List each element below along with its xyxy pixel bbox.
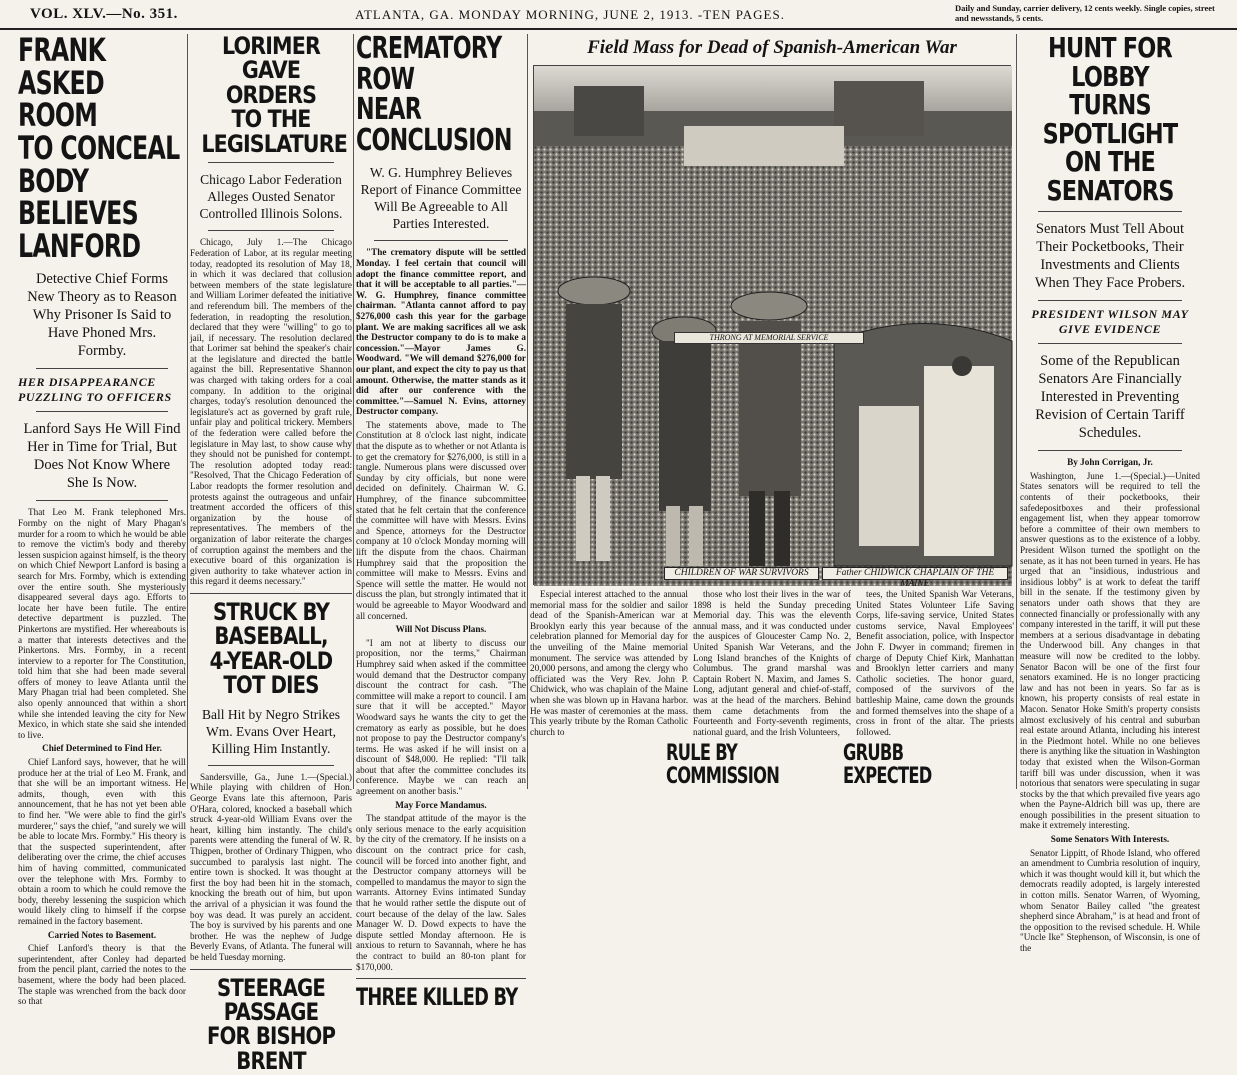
article-body: Senator Lippitt, of Rhode Island, who offered an amendment to Cumbria resolution of inquiry, which it was thought would kill it, but which the democrats readily adopted, is largely interested in cotton mills. Senator Warren, of Wyoming, whom Senator Bailey called "the greatest shepherd since Abraham," is at head and front of the opposition to the revised schedule. H. While "Uncle Ike" Stephenson, of Wisconsin, is one of the [1020,847,1200,953]
divider [208,765,334,766]
article-body: tees, the United Spanish War Veterans, United States Volunteer Life Saving Corps, life-saving service, United States customs service, Naval Employees' Benefit association, police, with Inspector John F. Dwyer in command; firemen in charge of Deputy Chief Kirk, Manhattan and Brooklyn letter carriers and many Catholic societies. The honor guard, composed of the survivors of the battleship Maine, came down the grounds and formed themselves into the shape of a cross in front of the altar. The priests followed. [856,589,1014,737]
divider [1038,300,1182,301]
headline-crematory: CREMATORY ROW NEAR CONCLUSION [356,31,512,158]
divider [36,500,168,501]
divider [1038,343,1182,344]
subhead-disappearance: HER DISAPPEARANCE PUZZLING TO OFFICERS [18,375,172,405]
article-body: Chief Lanford's theory is that the superintendent, after Conley had departed from the pencil plant, carried the notes to the basement, where the body had been placed. The staple was wrenched from the back door so that [18,943,186,1007]
article-quotes: "The crematory dispute will be settled Monday. I feel certain that council will adopt the finance committee report, and that it will be acceptable to all parties."—W. G. Humphrey, finance committee chairman. "Atlanta cannot afford to pay $276,000 cash this year for the garbage plant. We are making sacrifices all we ask the Destructor company to do is to make a concession."—Mayor James G. Woodward. "We will demand $276,000 for our plant, and expect the city to pay us that amount. Otherwise, the matter stands as it did after our conference with the committee."—Samuel N. Evins, attorney Destructor company. [356,247,526,417]
headline-steerage: STEERAGE PASSAGE FOR BISHOP BRENT [206,973,336,1075]
photo-feature [530,34,1014,789]
article-crematory [356,31,526,1012]
subhead-plans: Will Not Discuss Plans. [395,624,487,635]
headline-grubb: GRUBB EXPECTED [843,741,932,789]
article-body: Washington, June 1.—(Special.)—United States senators will be required to tell the contents of their pocketbooks, their safedepositboxes and their professional engagement list, when they appear tomorrow before a committee of their own members to answer questions as to the existence of a lobby. President Wilson turned the spotlight on the senate, as it has not been turned in years. He has urged that an "insidious, industrious and insidious lobby" is at work to defeat the tariff bill in the senate. If the testimony given by senators under oath shows that they are connected financially or professionally with any company interested in the tariff, it will put these members at a serious disadvantage in debating the Underwood bill. Any changes in that measure will now be credited to the lobby. Senator Bacon will be one of the first four senators examined. He is no longer practicing law and has not been in years. So far as is known, his property consists of real estate in Macon. Senator Hoke Smith's property consists almost exclusively of his central and suburban real estate around Atlanta, including his interest in the Piedmont hotel. While no one believes there is anything like the situation in Washington today that existed when the Wilson-Gorman tariff bill was under discussion, when it was notorious that senators were speculating in sugar stocks by the that which prevailed five years ago when the Payne-Aldrich bill was up, there are enough possibilities in the present situation to make it extremely interesting. [1020,470,1201,831]
article-body: Sandersville, Ga., June 1.—(Special.) While playing with children of Hon. George Evans late this afternoon, Paris O'Hara, colored, knocked a baseball which struck 4-year-old William Evans over the heart, killing him instantly. The child's parents were attending the funeral of W. R. Thigpen, brother of Ordinary Thigpen, who succumbed to paralysis last night. The entire town is shocked. It was thought at first the boy had been hit in the stomach, knocking the breath out of him, but upon the arrival of a physician it was found the boy was dead. It was purely an accident. The boy is survived by his parents and one brother. He was the nephew of Judge Beverly Evans, of Atlanta. The funeral will be held Tuesday morning. [190,771,352,962]
headline-frank: FRANK ASKED ROOM TO CONCEAL BODY BELIEVES LANFORD [18,31,180,265]
photo-feature-text [530,589,1014,737]
subhead-chief: Chief Determined to Find Her. [42,743,162,754]
caption-children: CHILDREN OF WAR SURVIVORS [664,567,819,580]
divider [208,230,334,231]
article-body: "I am not at liberty to discuss our proposition, nor the terms," Chairman Humphrey said when asked if the committee would demand that the Destructor company discount the contract for cash. "The committee will make a report to council. I am sure that it will be accepted." Mayor Woodward says he wants the city to get the crematory as early as possible, but he does not propose to pay the Destructor company's terms. He was asked if he will insist on a discount of $48,000. He replied: "I'll talk about that after the committee concludes its conference. Maybe we can reach an agreement on another basis." [356,637,526,797]
photo-feature-title: Field Mass for Dead of Spanish-American War [587,37,957,58]
headline-three-killed: THREE KILLED BY [356,983,518,1012]
headline-baseball: STRUCK BY BASEBALL, 4-YEAR-OLD TOT DIES [209,597,333,700]
deck-baseball: Ball Hit by Negro Strikes Wm. Evans Over Heart, Killing Him Instantly. [202,706,340,756]
article-body: Especial interest attached to the annual memorial mass for the soldier and sailor dead of the Spanish-American war at Brooklyn early this year because of the celebration planned for Memorial day for the unveiling of the Maine memorial monument. The service was attended by 20,000 persons, and among the clergy who officiated was the Very Rev. John P. Chidwick, who was chaplain of the Maine when she was blown up in Havana harbor. He was master of ceremonies at the mass. This yearly tribute by the Roman Catholic church to [530,589,688,737]
divider [1038,450,1182,451]
deck-frank: Detective Chief Forms New Theory as to Reason Why Prisoner Is Said to Have Phoned Mrs. Formby. [27,271,177,360]
headline-lobby: HUNT FOR LOBBY TURNS SPOTLIGHT ON THE SENATORS [1042,31,1178,207]
column-rule [527,34,528,789]
divider [356,978,526,979]
divider [190,593,352,594]
field-mass-photo [533,65,1011,589]
headline-commission: RULE BY COMMISSION [666,741,780,789]
divider [1038,211,1182,212]
article-body: Chicago, July 1.—The Chicago Federation of Labor, at its regular meeting today, readopted its resolution of May 18, in which it was declared that collusion between members of the state legislature and William Lorimer defeated the initiative and referendum bill. The members of the federation, in readopting the resolution, declared that they were "willing" to go to jail, if necessary. The resolution declared that Lorimer sat behind the speaker's chair at the legislature and directed the battle against the bill. Representative Shannon was charged with taking orders for a coal company. In addition to the original charges, today's resolution denounced the legislature's act as governed by graft rule, unfair play and political trickery. Members of the federation were called before the legislature in May last, to show cause why they should not be punished for contempt. The resolution adopted today read: "Resolved, That the Chicago Federation of Labor readopts the former resolution and protests against the outrageous and unfair treatment accorded the officers of this organization by the house of representatives. The members of the organization of labor reiterate the charges of corruption against the members and the executive board of this organization is given authority to take whatever action in this regard it deems necessary." [190,237,352,587]
article-lobby [1020,31,1201,953]
bottom-headlines [530,743,1014,788]
deck-lorimer: Chicago Labor Federation Alleges Ousted Senator Controlled Illinois Solons. [199,172,343,222]
divider [374,240,508,241]
subhead-mandamus: May Force Mandamus. [395,799,487,810]
deck-lanford: Lanford Says He Will Find Her in Time for Trial, But Does Not Know Where She Is Now. [23,421,181,492]
divider [190,969,352,970]
subhead-interests: Some Senators With Interests. [1050,834,1170,845]
article-body: That Leo M. Frank telephoned Mrs. Formby on the night of Mary Phagan's murder for a room to which he would be able to remove the victim's body and thereby lessen suspicion against himself, is the theory on which Chief Newport Lanford is basing a search for Mrs. Formby, which is extending over the entire south. She mysteriously disappeared several days ago. Efforts to locate her have been futile. The entire detective department is puzzled. The Pinkertons are mystified. Her whereabouts is a matter that interests detectives and the Pinkertons. Mrs. Formby, in a recent interview to a reporter for The Constitution, told him that she had been made several offers of money to leave Atlanta until the Mary Phagan trial had been completed. She also openly announced that within a short while she intended leaving the city for New Mexico, in which state she said she intended to live. [18,507,186,740]
caption-chaplain: Father CHIDWICK CHAPLAIN OF THE MAINE [822,567,1008,580]
deck-lobby: Senators Must Tell About Their Pocketbooks, Their Investments and Clients When They Face Probers. [1034,221,1186,292]
divider [36,411,168,412]
volume-number: VOL. XLV.—No. 351. [30,6,178,22]
article-lorimer [190,32,352,1075]
article-frank [18,31,186,1007]
chaplain-inset [834,324,1012,567]
subhead-wilson: PRESIDENT WILSON MAY GIVE EVIDENCE [1031,307,1189,337]
column-rule [353,34,354,789]
article-body: those who lost their lives in the war of 1898 is held the Sunday preceding Memorial day. This was the eleventh annual mass, and it was conducted under the auspices of Gloucester Camp No. 2, United Spanish War Veterans, and the Long Island branches of the Knights of Columbus. The grand marshal was Captain Robert N. Maxim, and James S. Long, adjutant general and chief-of-staff, was at the head of the marchers. Behind them came detachments from the Fourteenth and Forty-seventh regiments, national guard, and the Irish Volunteers, [693,589,851,737]
delivery-note: Daily and Sunday, carrier delivery, 12 cents weekly. Single copies, street and newsstands, 5 cents. [955,3,1215,23]
masthead [0,0,1237,30]
subhead-basement: Carried Notes to Basement. [47,929,157,940]
divider [208,162,334,163]
deck-crematory: W. G. Humphrey Believes Report of Finance Committee Will Be Agreeable to All Parties Interested. [360,165,522,232]
column-rule [1016,34,1017,789]
byline: By John Corrigan, Jr. [1067,457,1153,468]
dateline: ATLANTA, GA. MONDAY MORNING, JUNE 2, 1913. -TEN PAGES. [355,7,785,22]
divider [36,368,168,369]
article-body: The standpat attitude of the mayor is the only serious menace to the early acquisition by the city of the crematory. If he insists on a discount on the contract price for cash, council will be forced into another fight, and the Destructor company attorneys will be compelled to mandamus the mayor to sign the warrants. Attorney Evins intimated Sunday that he would rather settle the dispute out of court because of the delay of the law. Sales Manager W. D. Dowd expects to have the dispute settled Monday afternoon. He is anxious to return to Savannah, where he has the contract to build an 80-ton plant for $170,000. [356,813,526,972]
column-rule [187,34,188,789]
headline-lorimer: LORIMER GAVE ORDERS TO THE LEGISLATURE [201,32,347,158]
deck-republican: Some of the Republican Senators Are Financially Interested in Preventing Revision of Certain Tariff Schedules. [1035,353,1185,442]
article-body: The statements above, made to The Constitution at 8 o'clock last night, indicate that the dispute as to whether or not Atlanta is to get the crematory for $276,000, is still in a tangle. Numerous plans were discussed over Sunday by city officials, but none were decided on definitely. Chairman W. G. Humphrey, of the finance subcommittee stated that he felt certain that the conference the committee will have with Messrs. Evins and Spence, attorneys for the Destructor company at 10 o'clock Monday morning will lift the dispute from the chaos. Chairman Humphrey said that the proposition the committee will make to Messrs. Evins and Spence will settle the matter. He would not discuss the plan, but strongly intimated that it would be agreeable to Mayor Woodward and all concerned. [356,419,526,621]
photo-collage [534,66,1012,586]
caption-memorial-service: THRONG AT MEMORIAL SERVICE [674,332,864,344]
article-body: Chief Lanford says, however, that he will produce her at the trial of Leo M. Frank, and that she will be an important witness. He admits, though, even with this announcement, that he has not yet been able to find her. "We were able to find the girl's murderer," says the chief, "and surely we will be able to locate Mrs. Formby." His theory is that the suspected superintendent, after deliberating over the crime, the chief accuses him of having committed, communicated over the telephone with Mrs. Formby to obtain a room to which he could remove the body, thereby lessening the suspicion which would likely cling to himself if the corpse remained in the factory basement. [18,757,186,926]
